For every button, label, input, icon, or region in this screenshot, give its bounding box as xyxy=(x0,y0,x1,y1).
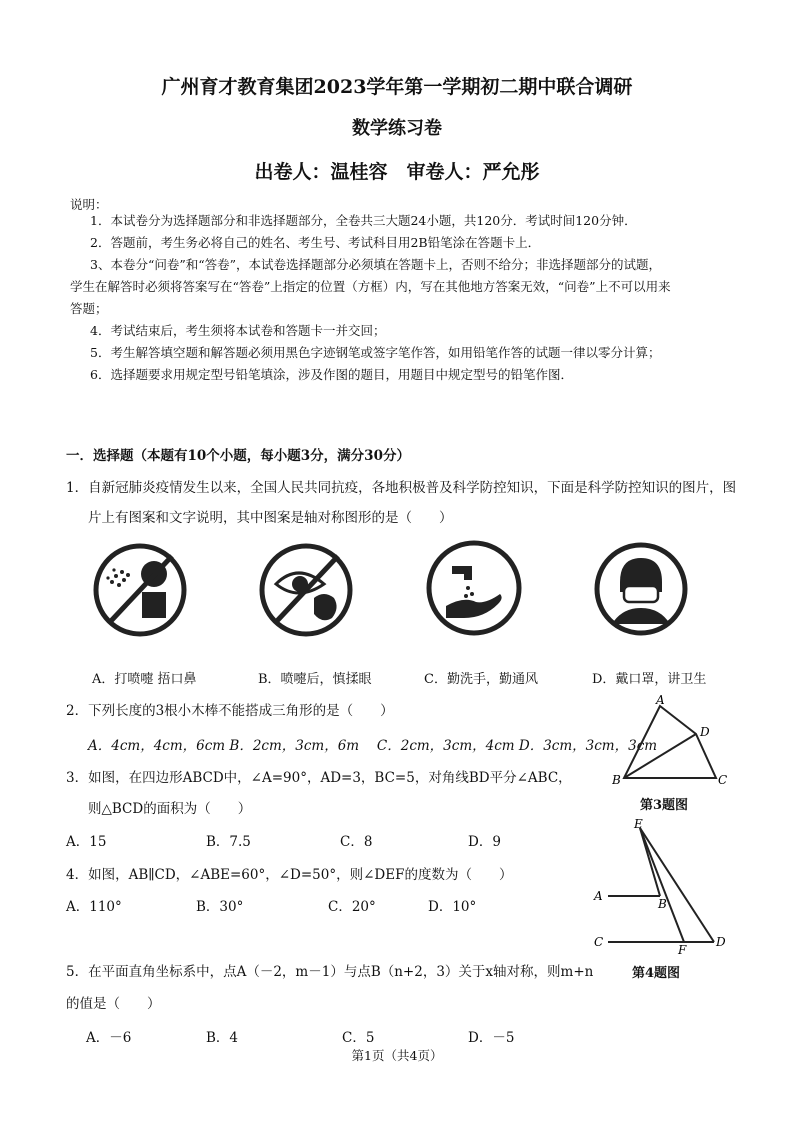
q1-stem-line2: 片上有图案和文字说明，其中图案是轴对称图形的是（ ） xyxy=(88,510,453,526)
q5-option-d: D．－5 xyxy=(468,1030,515,1046)
q4-option-a: A．110° xyxy=(66,899,122,915)
q3-stem-line1: 3．如图，在四边形ABCD中，∠A=90°，AD=3，BC=5，对角线BD平分∠ABC， xyxy=(66,770,572,786)
instruction-5: 5．考生解答填空题和解答题必须用黑色字迹钢笔或签字笔作答，如用铅笔作答的试题一律以零分计算； xyxy=(90,345,661,360)
exam-title: 广州育才教育集团2023学年第一学期初二期中联合调研 xyxy=(161,76,633,98)
instruction-2: 2．答题前，考生务必将自己的姓名、考生号、考试科目用2B铅笔涂在答题卡上． xyxy=(90,235,541,250)
face-mask-icon xyxy=(592,538,690,640)
q1-stem-line1: 1．自新冠肺炎疫情发生以来，全国人民共同抗疫，各地积极普及科学防控知识，下面是科学防控知识的图片，图 xyxy=(66,480,737,496)
instruction-3-end: 答题； xyxy=(70,301,108,316)
q4-option-b: B．30° xyxy=(196,899,244,915)
no-eye-rub-icon xyxy=(258,540,354,640)
q3-option-d: D．9 xyxy=(468,834,501,850)
q4-figure xyxy=(590,816,730,956)
q4-label-b: B xyxy=(658,897,667,911)
q1-option-c: C．勤洗手，勤通风 xyxy=(424,672,538,687)
q5-option-c: C．5 xyxy=(342,1030,375,1046)
q3-option-b: B．7.5 xyxy=(206,834,251,850)
q5-option-a: A．－6 xyxy=(86,1030,132,1046)
page-number: 第1页（共4页） xyxy=(351,1048,443,1063)
q4-label-a: A xyxy=(594,889,603,903)
q3-figure xyxy=(612,692,732,792)
sneeze-cover-icon xyxy=(92,540,188,640)
q5-option-b: B．4 xyxy=(206,1030,239,1046)
q1-option-b: B．喷嚏后，慎揉眼 xyxy=(258,672,372,687)
q4-option-c: C．20° xyxy=(328,899,376,915)
q3-label-b: B xyxy=(612,773,621,787)
exam-subtitle: 数学练习卷 xyxy=(352,118,442,139)
instruction-4: 4．考试结束后，考生须将本试卷和答题卡一并交回； xyxy=(90,323,386,338)
q5-stem-line1: 5．在平面直角坐标系中，点A（－2，m－1）与点B（n+2，3）关于x轴对称，则m+n xyxy=(66,964,594,980)
q4-option-d: D．10° xyxy=(428,899,477,915)
section-heading: 一．选择题（本题有10个小题，每小题3分，满分30分） xyxy=(66,448,410,464)
q4-label-d: D xyxy=(716,935,726,949)
q4-stem: 4．如图，AB∥CD，∠ABE=60°，∠D=50°，则∠DEF的度数为（ ） xyxy=(66,867,513,883)
q2-stem: 2．下列长度的3根小木棒不能搭成三角形的是（ ） xyxy=(66,703,394,719)
instruction-6: 6．选择题要求用规定型号铅笔填涂，涉及作图的题目，用题目中规定型号的铅笔作图． xyxy=(90,367,573,382)
q3-label-a: A xyxy=(656,693,665,707)
q5-stem-line2: 的值是（ ） xyxy=(66,996,161,1012)
q3-label-c: C xyxy=(718,773,728,787)
instruction-1: 1．本试卷分为选择题部分和非选择题部分，全卷共三大题24小题，共120分．考试时间120分钟． xyxy=(90,213,637,228)
instruction-3: 3、本卷分“问卷”和“答卷”，本试卷选择题部分必须填在答题卡上，否则不给分；非选择题部分的试题， xyxy=(90,257,662,272)
q4-label-f: F xyxy=(678,943,687,956)
q1-option-a: A．打喷嚏 捂口鼻 xyxy=(92,672,197,687)
q2-options: A．4cm，4cm，6cm B．2cm，3cm，6m C．2cm，3cm，4cm D．3cm，3cm，3cm xyxy=(88,738,658,754)
instructions-label: 说明： xyxy=(70,197,108,212)
q3-figure-caption: 第3题图 xyxy=(640,798,689,813)
q3-stem-line2: 则△BCD的面积为（ ） xyxy=(88,801,252,817)
q1-option-d: D．戴口罩，讲卫生 xyxy=(592,672,707,687)
q4-label-c: C xyxy=(594,935,604,949)
q3-option-a: A．15 xyxy=(66,834,107,850)
exam-authors: 出卷人：温桂容 审卷人：严允彤 xyxy=(254,161,540,183)
q3-option-c: C．8 xyxy=(340,834,373,850)
instruction-3-cont: 学生在解答时必须将答案写在“答卷”上指定的位置（方框）内，写在其他地方答案无效，“问卷”上不可以用来 xyxy=(70,279,671,294)
hand-wash-icon xyxy=(424,536,524,640)
q3-label-d: D xyxy=(700,725,710,739)
q4-label-e: E xyxy=(634,817,643,831)
q4-figure-caption: 第4题图 xyxy=(632,966,681,981)
